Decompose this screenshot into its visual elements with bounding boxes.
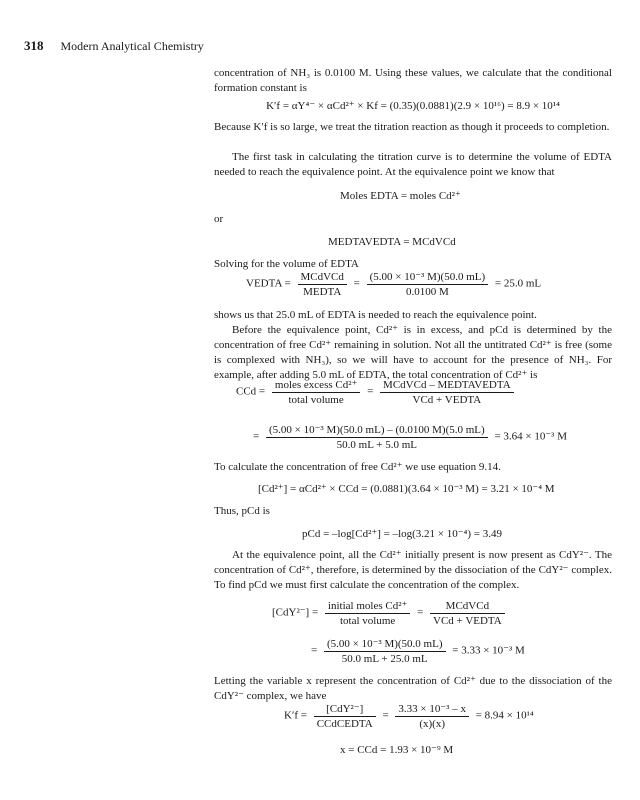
vedta-result: = 25.0 mL [494, 277, 542, 290]
equation-cdy [272, 599, 509, 627]
equation-conditional-kf: K′f = αY⁴⁻ × αCd²⁺ × Kf = (0.35)(0.0881)(2.9 × 10¹⁶) = 8.9 × 10¹⁴ [266, 100, 560, 112]
ccd-result: = 3.64 × 10⁻³ M [494, 430, 567, 443]
paragraph-5: shows us that 25.0 mL of EDTA is needed to reach the equivalence point. [214, 309, 537, 321]
vedta-fraction-2 [367, 270, 489, 298]
vedta-lhs: VEDTA = [246, 277, 291, 290]
ccd-fraction-1 [272, 378, 360, 406]
ccd-fraction-3 [266, 423, 488, 451]
equation-x: x = CCd = 1.93 × 10⁻⁹ M [340, 744, 454, 756]
equation-vedta [246, 270, 541, 298]
ccd-num-2: MCdVCd – MEDTAVEDTA [380, 379, 514, 393]
cdy-equals: = [417, 606, 424, 619]
equation-kf-x [284, 702, 534, 730]
running-header [24, 38, 204, 54]
ccd-den-1: total volume [288, 394, 344, 406]
cdy-den-3: 50.0 mL + 25.0 mL [341, 653, 428, 665]
page-number: 318 [24, 38, 44, 53]
kfx-den-2: (x)(x) [419, 718, 446, 730]
running-title: Modern Analytical Chemistry [60, 39, 204, 53]
paragraph-4: Solving for the volume of EDTA [214, 258, 359, 270]
kfx-num-2: 3.33 × 10⁻³ – x [395, 702, 469, 717]
kfx-equals: = [382, 709, 389, 722]
ccd-num-3: (5.00 × 10⁻³ M)(50.0 mL) – (0.0100 M)(5.0 mL) [266, 423, 488, 438]
or-text: or [214, 213, 224, 225]
cdy-num-2: MCdVCd [430, 600, 505, 614]
kfx-result: = 8.94 × 10¹⁴ [475, 709, 534, 722]
equation-ccd-numeric [253, 423, 567, 451]
paragraph-1: concentration of NH₃ is 0.0100 M. Using these values, we calculate that the conditional formation constant is [214, 67, 612, 94]
ccd-equals-2: = [253, 430, 260, 443]
ccd-equals: = [367, 385, 374, 398]
vedta-den-2: 0.0100 M [406, 286, 449, 298]
cdy-equals-2: = [311, 644, 318, 657]
ccd-fraction-2 [380, 379, 514, 406]
paragraph-3: The first task in calculating the titration curve is to determine the volume of EDTA needed to reach the equivalence point. At the equivalence point we know that [214, 151, 612, 178]
cdy-den-1: total volume [339, 615, 396, 627]
vedta-equals: = [353, 277, 360, 290]
ccd-lhs: CCd = [236, 385, 266, 398]
kfx-fraction-2 [395, 702, 469, 730]
equation-pcd: pCd = –log[Cd²⁺] = –log(3.21 × 10⁻⁴) = 3.49 [302, 528, 502, 540]
ccd-den-3: 50.0 mL + 5.0 mL [336, 439, 418, 451]
equation-moles: Moles EDTA = moles Cd²⁺ [340, 190, 461, 202]
vedta-num-2: (5.00 × 10⁻³ M)(50.0 mL) [367, 270, 489, 285]
equation-ccd [236, 378, 518, 406]
kfx-fraction-1 [314, 702, 376, 730]
equation-mv: MEDTAVEDTA = MCdVCd [328, 236, 456, 248]
kfx-num-1: [CdY²⁻] [314, 702, 376, 717]
paragraph-10: Letting the variable x represent the concentration of Cd²⁺ due to the dissociation of the CdY²⁻ complex, we have [214, 675, 612, 702]
vedta-fraction-1 [298, 271, 347, 298]
paragraph-9: At the equivalence point, all the Cd²⁺ initially present is now present as CdY²⁻. The concentration of Cd²⁺, therefore, is determined by the dissociation of the CdY²⁻ complex. To find pCd we must first calculate the concentration of the complex. [214, 549, 612, 591]
cdy-den-2: VCd + VEDTA [433, 614, 502, 627]
ccd-num-1: moles excess Cd²⁺ [272, 378, 360, 393]
paragraph-7: To calculate the concentration of free Cd²⁺ we use equation 9.14. [214, 461, 501, 473]
cdy-fraction-3 [324, 637, 446, 665]
cdy-lhs: [CdY²⁻] = [272, 606, 319, 619]
cdy-result: = 3.33 × 10⁻³ M [452, 644, 525, 657]
cdy-num-3: (5.00 × 10⁻³ M)(50.0 mL) [324, 637, 446, 652]
equation-free-cd: [Cd²⁺] = αCd²⁺ × CCd = (0.0881)(3.64 × 10⁻³ M) = 3.21 × 10⁻⁴ M [258, 483, 555, 495]
cdy-num-1: initial moles Cd²⁺ [325, 599, 410, 614]
vedta-num-1: MCdVCd [298, 271, 347, 285]
cdy-fraction-2 [430, 600, 505, 627]
cdy-fraction-1 [325, 599, 410, 627]
kfx-den-1: CCdCEDTA [316, 718, 373, 730]
paragraph-8: Thus, pCd is [214, 505, 270, 517]
paragraph-6: Before the equivalence point, Cd²⁺ is in excess, and pCd is determined by the concentration of free Cd²⁺ remaining in solution. Not all the untitrated Cd²⁺ is free (some is complexed with NH₃), so we will have to account for the presence of NH₃. For example, after adding 5.0 mL of EDTA, the total concentration of Cd²⁺ is [214, 324, 612, 381]
ccd-den-2: VCd + VEDTA [412, 393, 482, 406]
equation-cdy-numeric [311, 637, 525, 665]
kfx-lhs: K′f = [284, 709, 307, 722]
vedta-den-1: MEDTA [303, 285, 342, 298]
paragraph-2: Because K′f is so large, we treat the titration reaction as though it proceeds to completion. [214, 121, 610, 133]
